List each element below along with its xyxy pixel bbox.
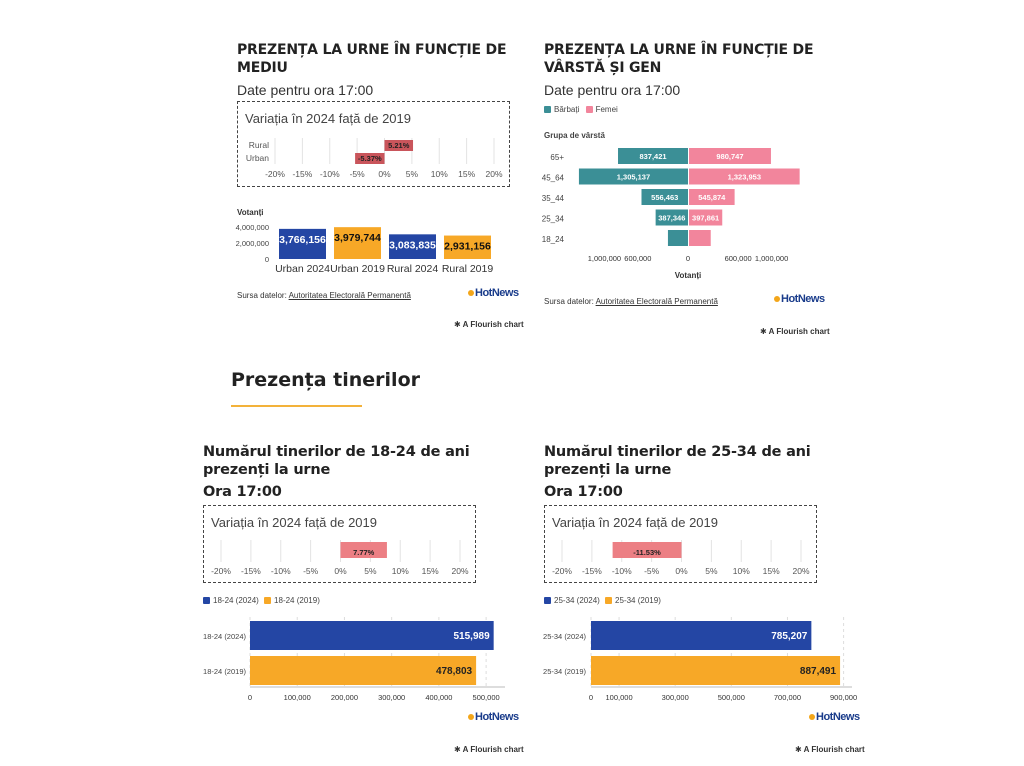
panel2-flourish-text: A Flourish chart <box>768 327 830 336</box>
panel4-variation-box <box>544 505 817 583</box>
legend-item-barbati[interactable] <box>544 105 579 114</box>
legend-swatch-orange <box>264 597 271 604</box>
data-label: 7.77% <box>353 548 375 557</box>
legend-item-25-34-2019[interactable] <box>605 596 661 605</box>
category-label: 25_34 <box>541 214 564 224</box>
legend-label-femei: Femei <box>595 105 618 114</box>
x-tick-label: 900,000 <box>830 693 858 702</box>
panel4-flourish-credit[interactable] <box>795 745 865 754</box>
data-label: 837,421 <box>639 152 667 161</box>
data-label: 3,766,156 <box>279 233 326 246</box>
data-label: 2,931,156 <box>444 240 491 253</box>
panel3-title: Numărul tinerilor de 18-24 de ani prezenți la urne <box>203 444 470 479</box>
category-label: Rural <box>248 140 269 150</box>
tick-label: -15% <box>240 566 261 576</box>
data-label: 785,207 <box>771 631 808 642</box>
legend-swatch-teal <box>544 106 551 113</box>
x-tick-label: 100,000 <box>283 693 311 702</box>
tick-label: -10% <box>319 169 340 179</box>
x-tick-label: 0 <box>685 254 691 263</box>
tick-label: -5% <box>349 169 365 179</box>
category-label: 25-34 (2024) <box>543 632 586 641</box>
tick-label: 15% <box>458 169 476 179</box>
x-tick-label: 0 <box>247 693 253 702</box>
legend-label-18-24-2019: 18-24 (2019) <box>274 596 320 605</box>
tick-label: 5% <box>705 566 718 576</box>
y-tick-label: 4,000,000 <box>235 223 269 232</box>
tick-label: -20% <box>265 169 285 179</box>
x-tick-label: 400,000 <box>425 693 453 702</box>
panel2-source-label: Sursa datelor: <box>544 297 594 306</box>
panel3-flourish-credit[interactable] <box>454 745 524 754</box>
legend-item-18-24-2019[interactable] <box>264 596 320 605</box>
panel3-subtitle: Ora 17:00 <box>203 484 282 500</box>
bar-femei <box>689 230 711 246</box>
data-label: 556,463 <box>651 193 679 202</box>
panel1-flourish-credit[interactable] <box>454 320 524 329</box>
category-label: 18-24 (2019) <box>203 667 246 676</box>
tick-label: -5% <box>303 566 319 576</box>
tick-label: 15% <box>421 566 439 576</box>
panel4-hotnews-logo <box>809 711 860 723</box>
legend-swatch-pink <box>586 106 593 113</box>
x-tick-label: 1,000,000 <box>754 254 789 263</box>
category-label: 65+ <box>550 153 564 162</box>
panel4-logo-text: HotNews <box>816 711 860 723</box>
x-tick-label: 0 <box>588 693 594 702</box>
category-label: 18_24 <box>541 235 564 244</box>
category-label: Urban <box>245 153 269 163</box>
panel1-title: PREZENȚA LA URNE ÎN FUNCȚIE DE MEDIU <box>237 42 507 76</box>
panel3-flourish-text: A Flourish chart <box>462 745 524 754</box>
y-tick-label: 2,000,000 <box>235 239 269 248</box>
data-label: 478,803 <box>435 666 473 677</box>
y-axis-title: Votanți <box>237 208 264 217</box>
data-label: 1,305,137 <box>616 172 651 182</box>
data-label: 887,491 <box>799 666 837 677</box>
panel3-variation-box <box>203 505 476 583</box>
x-tick-label: 200,000 <box>330 693 359 702</box>
data-label: 515,989 <box>453 631 490 642</box>
category-label: 35_44 <box>541 194 564 203</box>
legend-swatch-orange <box>605 597 612 604</box>
panel2-legend <box>544 105 618 114</box>
section-title: Prezența tinerilor <box>231 369 420 391</box>
tineri-25-34-chart <box>540 615 870 707</box>
data-label: -5.37% <box>357 154 382 163</box>
tick-label: 5% <box>364 566 377 576</box>
tick-label: 10% <box>732 566 750 576</box>
tineri-25-34-variatie-chart <box>545 536 816 582</box>
category-label: Urban 2019 <box>330 263 385 275</box>
x-tick-label: 500,000 <box>717 693 745 702</box>
panel2-hotnews-logo <box>774 293 825 305</box>
legend-label-barbati: Bărbați <box>554 105 580 114</box>
panel2-title: PREZENȚA LA URNE ÎN FUNCȚIE DE VÂRSTĂ ȘI GEN <box>544 42 814 76</box>
panel1-source-link[interactable]: Autoritatea Electorală Permanentă <box>288 291 411 300</box>
panel1-flourish-text: A Flourish chart <box>462 320 524 329</box>
tick-label: 10% <box>430 169 448 179</box>
panel3-legend <box>203 596 320 605</box>
tick-label: -20% <box>552 566 572 576</box>
tick-label: 20% <box>451 566 469 576</box>
data-label: 5.21% <box>388 141 410 150</box>
panel1-hotnews-logo <box>468 287 519 299</box>
legend-item-18-24-2024[interactable] <box>203 596 259 605</box>
category-label: Rural 2024 <box>386 263 439 275</box>
panel2-subtitle: Date pentru ora 17:00 <box>544 82 681 98</box>
x-tick-label: 700,000 <box>773 693 802 702</box>
tineri-18-24-variatie-chart <box>204 536 475 582</box>
logo-dot-icon <box>468 714 474 720</box>
legend-label-18-24-2024: 18-24 (2024) <box>213 596 259 605</box>
panel4-box-title: Variația în 2024 față de 2019 <box>552 515 718 530</box>
y-tick-label: 0 <box>264 255 269 264</box>
category-label: 18-24 (2024) <box>203 632 246 641</box>
asterisk-icon: ✱ <box>454 745 463 754</box>
x-tick-label: 300,000 <box>378 693 406 702</box>
panel1-variation-box <box>237 101 510 187</box>
mediu-votanti-chart <box>235 205 515 280</box>
tick-label: 20% <box>792 566 810 576</box>
data-label: 397,861 <box>692 213 720 223</box>
category-label: 45_64 <box>541 173 564 183</box>
asterisk-icon: ✱ <box>760 327 769 336</box>
panel3-box-title: Variația în 2024 față de 2019 <box>211 515 377 530</box>
panel3-logo-text: HotNews <box>475 711 519 723</box>
tick-label: 15% <box>762 566 780 576</box>
data-label: 3,979,744 <box>334 232 381 245</box>
tick-label: -10% <box>270 566 291 576</box>
legend-swatch-blue <box>544 597 551 604</box>
legend-item-femei[interactable] <box>586 105 618 114</box>
panel1-box-title: Variația în 2024 față de 2019 <box>245 111 411 126</box>
section-underline <box>231 405 362 407</box>
data-label: -11.53% <box>633 548 661 557</box>
tineri-18-24-chart <box>200 615 520 707</box>
data-label: 980,747 <box>716 152 744 161</box>
data-label: 545,874 <box>698 193 726 202</box>
tick-label: 0% <box>334 566 347 576</box>
logo-dot-icon <box>468 290 474 296</box>
x-tick-label: 500,000 <box>472 693 500 702</box>
tick-label: -5% <box>644 566 660 576</box>
legend-item-25-34-2024[interactable] <box>544 596 600 605</box>
panel3-hotnews-logo <box>468 711 519 723</box>
category-label: 25-34 (2019) <box>543 667 586 676</box>
x-tick-label: 600,000 <box>724 254 752 263</box>
x-tick-label: 100,000 <box>605 693 633 702</box>
tick-label: 10% <box>391 566 409 576</box>
tick-label: -10% <box>611 566 632 576</box>
logo-dot-icon <box>774 296 780 302</box>
bar-barbati <box>668 230 688 246</box>
mediu-variatie-chart <box>238 130 509 186</box>
x-tick-label: 1,000,000 <box>587 254 622 263</box>
data-label: 387,346 <box>658 213 686 223</box>
panel1-source <box>237 291 411 300</box>
panel1-subtitle: Date pentru ora 17:00 <box>237 82 374 98</box>
panel2-ylabel: Grupa de vârstă <box>544 131 605 140</box>
asterisk-icon: ✱ <box>795 745 804 754</box>
x-tick-label: 300,000 <box>661 693 689 702</box>
tick-label: 0% <box>378 169 391 179</box>
category-label: Urban 2024 <box>275 263 330 275</box>
legend-label-25-34-2019: 25-34 (2019) <box>615 596 661 605</box>
legend-swatch-blue <box>203 597 210 604</box>
panel4-legend <box>544 596 661 605</box>
tick-label: -15% <box>292 169 313 179</box>
tick-label: 0% <box>675 566 688 576</box>
tick-label: -20% <box>211 566 231 576</box>
panel1-source-label: Sursa datelor: <box>237 291 287 300</box>
panel4-subtitle: Ora 17:00 <box>544 484 623 500</box>
panel4-flourish-text: A Flourish chart <box>803 745 865 754</box>
x-tick-label: 600,000 <box>624 254 652 263</box>
panel2-source <box>544 297 718 306</box>
tick-label: -15% <box>581 566 602 576</box>
legend-label-25-34-2024: 25-34 (2024) <box>554 596 600 605</box>
panel2-source-link[interactable]: Autoritatea Electorală Permanentă <box>595 297 718 306</box>
varsta-gen-chart <box>540 143 830 283</box>
x-axis-title: Votanți <box>674 271 702 280</box>
panel2-flourish-credit[interactable] <box>760 327 830 336</box>
panel1-logo-text: HotNews <box>475 287 519 299</box>
panel2-logo-text: HotNews <box>781 293 825 305</box>
tick-label: 20% <box>485 169 503 179</box>
tick-label: 5% <box>405 169 419 179</box>
data-label: 1,323,953 <box>727 172 762 182</box>
category-label: Rural 2019 <box>441 263 494 275</box>
asterisk-icon: ✱ <box>454 320 463 329</box>
panel4-title: Numărul tinerilor de 25-34 de ani prezenți la urne <box>544 444 811 479</box>
logo-dot-icon <box>809 714 815 720</box>
data-label: 3,083,835 <box>389 239 436 252</box>
